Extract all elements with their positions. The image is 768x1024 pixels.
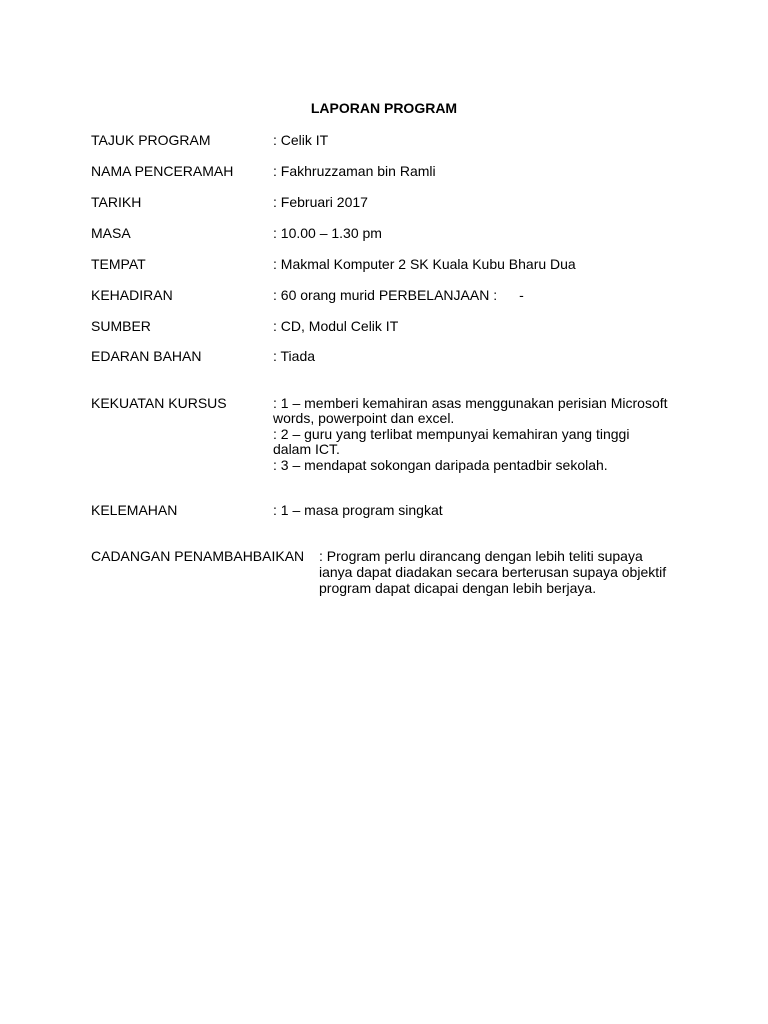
field-label: TAJUK PROGRAM xyxy=(91,132,211,148)
field-label: KEKUATAN KURSUS xyxy=(91,395,227,411)
field-value: : Tiada xyxy=(273,348,316,364)
field-label: EDARAN BAHAN xyxy=(91,348,202,364)
field-label: CADANGAN PENAMBAHBAIKAN xyxy=(91,548,305,564)
field-value-line: : 2 – guru yang terlibat mempunyai kemahiran yang tinggi xyxy=(273,426,630,442)
field-value-line: dalam ICT. xyxy=(273,441,340,457)
field-value-line: : 3 – mendapat sokongan daripada pentadbir sekolah. xyxy=(273,457,608,473)
field-value: : Celik IT xyxy=(273,132,329,148)
field-label: SUMBER xyxy=(91,318,151,334)
field-value: : 10.00 – 1.30 pm xyxy=(273,225,382,241)
report-title: LAPORAN PROGRAM xyxy=(310,100,458,116)
field-value-line xyxy=(319,564,666,580)
field-label: NAMA PENCERAMAH xyxy=(91,163,234,179)
field-value: : Makmal Komputer 2 SK Kuala Kubu Bharu Dua xyxy=(273,256,576,272)
field-label: KEHADIRAN xyxy=(91,287,173,303)
field-label: KELEMAHAN xyxy=(91,502,178,518)
field-value: : Februari 2017 xyxy=(273,194,368,210)
field-value: : CD, Modul Celik IT xyxy=(273,318,399,334)
perbelanjaan-value: - xyxy=(519,287,524,303)
field-value xyxy=(273,287,524,303)
field-value-line: program dapat dicapai dengan lebih berjaya. xyxy=(319,580,597,596)
field-value: : Fakhruzzaman bin Ramli xyxy=(273,163,436,179)
kehadiran-text: : 60 orang murid PERBELANJAAN : xyxy=(273,287,498,303)
field-label: TEMPAT xyxy=(91,256,146,272)
field-label: TARIKH xyxy=(91,194,142,210)
cadangan-line-2: ianya dapat diadakan secara berterusan supaya objektif xyxy=(319,564,667,580)
field-label: MASA xyxy=(91,225,131,241)
field-value-line: words, powerpoint dan excel. xyxy=(273,410,455,426)
field-value: : 1 – masa program singkat xyxy=(273,502,443,518)
field-value-line: : 1 – memberi kemahiran asas menggunakan perisian Microsoft xyxy=(273,395,668,411)
field-value-line: : Program perlu dirancang dengan lebih teliti supaya xyxy=(319,548,643,564)
